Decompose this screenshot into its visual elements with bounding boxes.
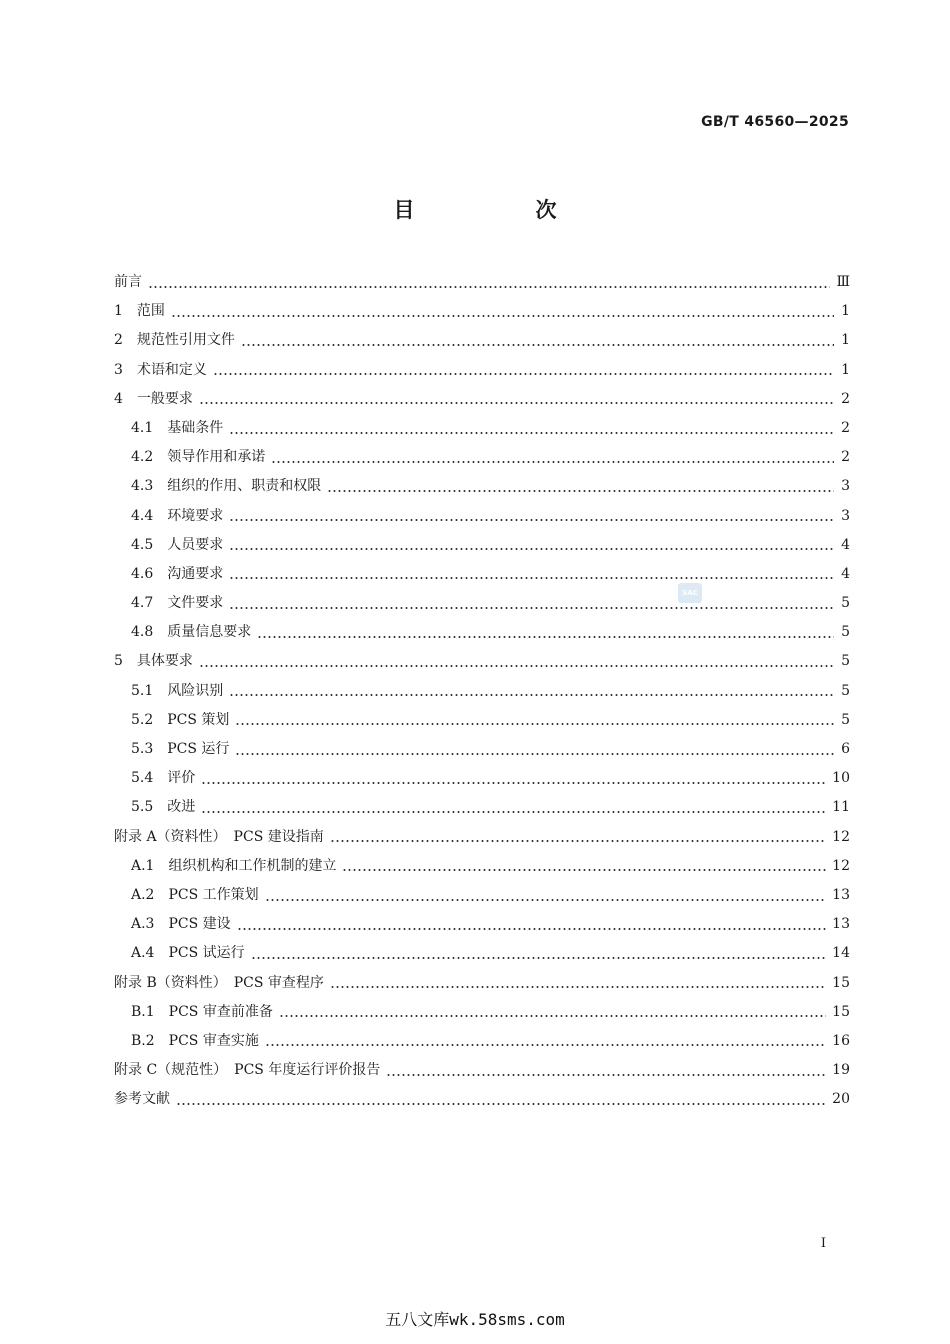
toc-entry-page: 11 <box>832 799 850 816</box>
toc-entry-label: A.1 组织机构和工作机制的建立 <box>131 857 337 874</box>
toc-entry-label: 3 术语和定义 <box>114 361 207 378</box>
toc-entry[interactable] <box>114 823 850 852</box>
toc-entry-label: A.2 PCS 工作策划 <box>131 886 259 903</box>
toc-entry-label: 1 范围 <box>114 303 165 320</box>
toc-entry-page: 15 <box>832 974 850 991</box>
toc-entry-page: 1 <box>841 332 850 349</box>
toc-entry-label: 4 一般要求 <box>114 390 193 407</box>
toc-entry-page: 5 <box>841 682 850 699</box>
toc-entry[interactable] <box>114 385 850 414</box>
toc-leader-dots <box>235 723 834 725</box>
toc-entry-label: 4.3 组织的作用、职责和权限 <box>131 478 322 495</box>
toc-leader-dots <box>229 607 834 609</box>
toc-entry-page: 12 <box>832 857 850 874</box>
toc-entry-page: 2 <box>841 449 850 466</box>
toc-entry-page: 6 <box>841 741 850 757</box>
toc-entry[interactable] <box>114 706 850 735</box>
toc-entry-page: 19 <box>832 1062 850 1079</box>
toc-entry-label: 4.4 环境要求 <box>131 507 224 524</box>
toc-entry-label: 5.4 评价 <box>131 770 196 787</box>
toc-leader-dots <box>229 577 834 579</box>
toc-entry[interactable] <box>114 618 850 647</box>
toc-entry[interactable] <box>114 326 850 355</box>
toc-entry[interactable] <box>114 1056 850 1085</box>
toc-entry[interactable] <box>114 356 850 385</box>
toc-entry-label: 4.5 人员要求 <box>131 536 224 553</box>
toc-entry-label: A.4 PCS 试运行 <box>131 945 245 962</box>
toc-leader-dots <box>237 928 827 930</box>
toc-leader-dots <box>199 665 834 667</box>
toc-entry[interactable] <box>114 1027 850 1056</box>
toc-entry-label: 5.1 风险识别 <box>131 682 224 699</box>
toc-entry-page: 3 <box>841 478 850 495</box>
toc-leader-dots <box>235 753 834 755</box>
toc-entry-label: 2 规范性引用文件 <box>114 332 235 349</box>
toc-entry[interactable] <box>114 910 850 939</box>
toc-entry-label: 前言 <box>114 274 142 290</box>
toc-leader-dots <box>386 1074 826 1076</box>
toc-entry[interactable] <box>114 969 850 998</box>
toc-entry-label: 4.2 领导作用和承诺 <box>131 449 266 466</box>
toc-entry-page: 3 <box>841 507 850 524</box>
toc-entry-page: 13 <box>832 886 850 903</box>
toc-entry-label: 4.1 基础条件 <box>131 419 224 436</box>
toc-entry-label: 5.5 改进 <box>131 799 196 816</box>
toc-entry[interactable] <box>114 589 850 618</box>
toc-entry[interactable] <box>114 414 850 443</box>
toc-entry-page: 1 <box>841 361 850 378</box>
toc-leader-dots <box>199 402 834 404</box>
toc-entry-label: 附录 B（资料性） PCS 审查程序 <box>114 974 324 991</box>
toc-entry-label: 5.3 PCS 运行 <box>131 741 230 757</box>
toc-entry-page: 14 <box>832 945 850 962</box>
toc-entry-page: 12 <box>832 828 850 845</box>
toc-entry-page: 5 <box>841 711 850 728</box>
toc-leader-dots <box>265 899 827 901</box>
toc-entry[interactable] <box>114 268 850 297</box>
toc-entry-page: 5 <box>841 653 850 670</box>
toc-leader-dots <box>201 782 826 784</box>
toc-entry-label: 附录 C（规范性） PCS 年度运行评价报告 <box>114 1062 381 1079</box>
toc-entry[interactable] <box>114 472 850 501</box>
standard-number: GB/T 46560—2025 <box>701 114 849 130</box>
toc-entry-page: 15 <box>832 1003 850 1020</box>
toc-entry[interactable] <box>114 852 850 881</box>
toc-entry[interactable] <box>114 502 850 531</box>
toc-entry-label: 5.2 PCS 策划 <box>131 711 230 728</box>
toc-entry-page: 13 <box>832 916 850 933</box>
toc-entry[interactable] <box>114 531 850 560</box>
toc-entry-label: 参考文献 <box>114 1091 170 1108</box>
toc-leader-dots <box>229 519 834 521</box>
toc-leader-dots <box>171 315 834 317</box>
toc-entry[interactable] <box>114 881 850 910</box>
toc-entry[interactable] <box>114 443 850 472</box>
toc-entry[interactable] <box>114 735 850 764</box>
site-footer-text: 五八文库wk.58sms.com <box>385 1310 565 1329</box>
toc-entry[interactable] <box>114 998 850 1027</box>
toc-entry-label: 附录 A（资料性） PCS 建设指南 <box>114 828 324 845</box>
toc-entry[interactable] <box>114 297 850 326</box>
toc-leader-dots <box>279 1015 826 1017</box>
toc-leader-dots <box>201 811 826 813</box>
toc-leader-dots <box>229 548 834 550</box>
toc-entry[interactable] <box>114 677 850 706</box>
toc-entry-label: B.1 PCS 审查前准备 <box>131 1003 273 1020</box>
toc-leader-dots <box>229 694 834 696</box>
toc-entry-page: 4 <box>841 565 850 582</box>
toc-leader-dots <box>176 1103 826 1105</box>
toc-leader-dots <box>342 869 826 871</box>
toc-entry-page: 16 <box>832 1032 850 1049</box>
toc-entry-page: 20 <box>832 1091 850 1108</box>
toc-entry-page: 5 <box>841 595 850 612</box>
toc-entry-label: B.2 PCS 审查实施 <box>131 1032 259 1049</box>
sac-watermark-logo: SAC <box>678 583 702 603</box>
toc-leader-dots <box>257 636 834 638</box>
toc-leader-dots <box>330 986 826 988</box>
toc-leader-dots <box>148 286 830 288</box>
toc-leader-dots <box>265 1044 826 1046</box>
toc-entry-label: 5 具体要求 <box>114 653 193 670</box>
toc-title: 目 次 <box>393 198 607 222</box>
toc-leader-dots <box>271 461 834 463</box>
toc-entry[interactable] <box>114 939 850 968</box>
toc-entry-page: 10 <box>832 770 850 787</box>
toc-leader-dots <box>213 373 834 375</box>
toc-entry[interactable] <box>114 560 850 589</box>
toc-entry-page: 2 <box>841 390 850 407</box>
toc-entry-page: 5 <box>841 624 850 641</box>
toc-entry[interactable] <box>114 1085 850 1114</box>
toc-entry-page: Ⅲ <box>836 274 850 290</box>
toc-entry-label: 4.8 质量信息要求 <box>131 624 252 641</box>
toc-entry[interactable] <box>114 764 850 793</box>
toc-entry[interactable] <box>114 793 850 822</box>
page-number: Ⅰ <box>820 1236 826 1251</box>
toc-leader-dots <box>251 957 827 959</box>
toc-entry-label: A.3 PCS 建设 <box>131 916 231 933</box>
toc-leader-dots <box>327 490 834 492</box>
toc-entry[interactable] <box>114 647 850 676</box>
toc-leader-dots <box>229 432 834 434</box>
toc-entry-page: 1 <box>841 303 850 320</box>
table-of-contents <box>114 268 850 1114</box>
toc-leader-dots <box>330 840 826 842</box>
toc-entry-page: 4 <box>841 536 850 553</box>
toc-entry-label: 4.7 文件要求 <box>131 595 224 612</box>
toc-leader-dots <box>241 344 834 346</box>
toc-entry-label: 4.6 沟通要求 <box>131 565 224 582</box>
toc-entry-page: 2 <box>841 419 850 436</box>
